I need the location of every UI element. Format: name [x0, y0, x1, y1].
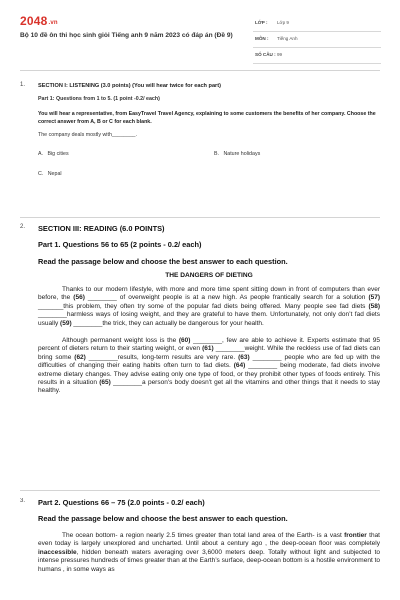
text-run: ________harmless ways of losing weight, and they are grateful to have them. Unfortunately, not only don’t fad diets usually [38, 311, 380, 327]
option-b[interactable] [214, 151, 260, 157]
option-letter: B. [214, 151, 220, 157]
part-heading: Part 1: Questions from 1 to 5. (1 point -0.2/ each) [38, 96, 160, 102]
option-text: Nature holidays [223, 151, 261, 157]
question-number: 2. [20, 224, 26, 230]
text-run: ________ people who are fed up with the difficulties of changing their eating habits often turn to fad diets. [38, 353, 380, 370]
meta-label: SỐ CÂU : [255, 52, 276, 57]
section-title: SECTION III: READING (6.0 POINTS) [38, 224, 165, 233]
option-a[interactable] [38, 151, 69, 157]
question-number: 1. [20, 82, 26, 88]
part-heading: Part 1. Questions 56 to 65 (2 points - 0.2/ each) [38, 240, 202, 249]
meta-value: 99 [277, 52, 283, 57]
blank-number: (62) [74, 353, 86, 361]
text-run: Thanks to our modern lifestyle, with more and more time spent sitting down in front of computers than ever before, the [38, 286, 380, 302]
keyword: inaccessible [38, 548, 77, 556]
text-run: that even today is largely unexplored and uncharted. Until about a century ago , the deep-ocean floor was completely [38, 532, 380, 548]
blank-number: (61) [202, 345, 214, 353]
blank-number: (59) [60, 319, 72, 327]
section-title: SECTION I: LISTENING (3.0 points) (You will hear twice for each part) [38, 83, 221, 89]
blank-number: (56) [73, 294, 85, 302]
text-run: ________weight. While the reckless use of fad diets can bring some [38, 345, 380, 361]
option-letter: A. [38, 151, 44, 157]
text-run: _______this problem, they often try some of the popular fad diets being offered. Many people see fad diets [38, 302, 369, 310]
header-divider [20, 70, 380, 71]
keyword: frontier [344, 532, 367, 539]
section-divider [20, 217, 380, 218]
text-run: ________results, long-term results are very rare. [85, 353, 239, 361]
logo-suffix: .vn [48, 20, 58, 26]
option-c[interactable] [38, 171, 62, 177]
passage-paragraph [38, 532, 380, 574]
question-number: 3. [20, 498, 26, 504]
option-text: Nepal [47, 171, 62, 177]
text-run: Although permanent weight loss is the [62, 337, 179, 345]
option-letter: C. [38, 171, 44, 177]
meta-table [253, 16, 381, 64]
blank-number: (63) [238, 353, 250, 361]
question-text: The company deals mostly with________. [38, 132, 137, 138]
option-text: Big cities [47, 151, 69, 157]
meta-row-class [253, 16, 381, 32]
reading-passage [38, 286, 380, 396]
text-run: ________ of overweight people is at a new high. As people frantically search for a solution [84, 294, 369, 302]
section-content [38, 498, 380, 574]
text-run: ________ being moderate, fad diets involve extreme dietary changes. They advise eating only one type of food, or they prohibit other types of foods entirely. This results in a situation [38, 362, 380, 387]
instruction-text: Read the passage below and choose the best answer to each question. [38, 257, 288, 266]
text-run: ________, few are able to achieve it. Experts estimate that 95 percent of dieters return to their starting weight, or even [38, 337, 380, 353]
meta-value: Tiếng Anh [277, 36, 298, 41]
reading-passage [38, 532, 380, 574]
question-section-2 [20, 224, 380, 486]
text-run: , hidden beneath waters averaging over 3,6000 meters deep. Totally without light and subjected to intense pressures hundreds of times greater than at the Earth’s surface, deep-ocean bottom is a hostile environment to humans , in some ways as [38, 548, 380, 573]
text-run: The ocean bottom- a region nearly 2.5 times greater than total land area of the Earth- is a vast [62, 532, 345, 539]
logo-text: 2048 [20, 14, 48, 28]
instruction-text: You will hear a representative, from EasyTravel Travel Agency, explaining to some customers the benefits of her company. Choose the correct answer from A, B or C for each blank. [38, 111, 376, 125]
blank-number: (58) [368, 302, 380, 310]
passage-paragraph [38, 286, 380, 328]
blank-number: (60) [178, 337, 191, 345]
text-run: ________the trick, they can actually be dangerous for your health. [71, 319, 264, 327]
blank-number: (64) [233, 362, 246, 370]
meta-row-subject [253, 32, 381, 48]
instruction-text: Read the passage below and choose the best answer to each question. [38, 514, 288, 523]
question-section-3 [20, 498, 380, 600]
answer-options [38, 151, 380, 181]
site-logo[interactable] [20, 14, 58, 28]
blank-number: (65) [99, 379, 111, 387]
part-heading: Part 2. Questions 66 – 75 (2.0 points - 0.2/ each) [38, 498, 205, 507]
section-content [38, 82, 380, 181]
meta-label: MÔN : [255, 36, 269, 41]
meta-label: LỚP : [255, 20, 268, 25]
section-content [38, 224, 380, 396]
passage-paragraph [38, 337, 380, 396]
blank-number: (57) [368, 294, 380, 302]
text-run: ________a person's body doesn't get all the vitamins and other things that it needs to stay healthy. [38, 379, 380, 395]
meta-value: Lớp 9 [277, 20, 289, 25]
question-section-1 [20, 82, 380, 214]
meta-row-count [253, 48, 381, 64]
section-divider [20, 490, 380, 491]
document-header [20, 12, 380, 66]
reading-title: THE DANGERS OF DIETING [165, 272, 253, 279]
document-title: Bộ 10 đề ôn thi học sinh giỏi Tiếng anh 9 năm 2023 có đáp án (Đề 9) [20, 32, 233, 39]
